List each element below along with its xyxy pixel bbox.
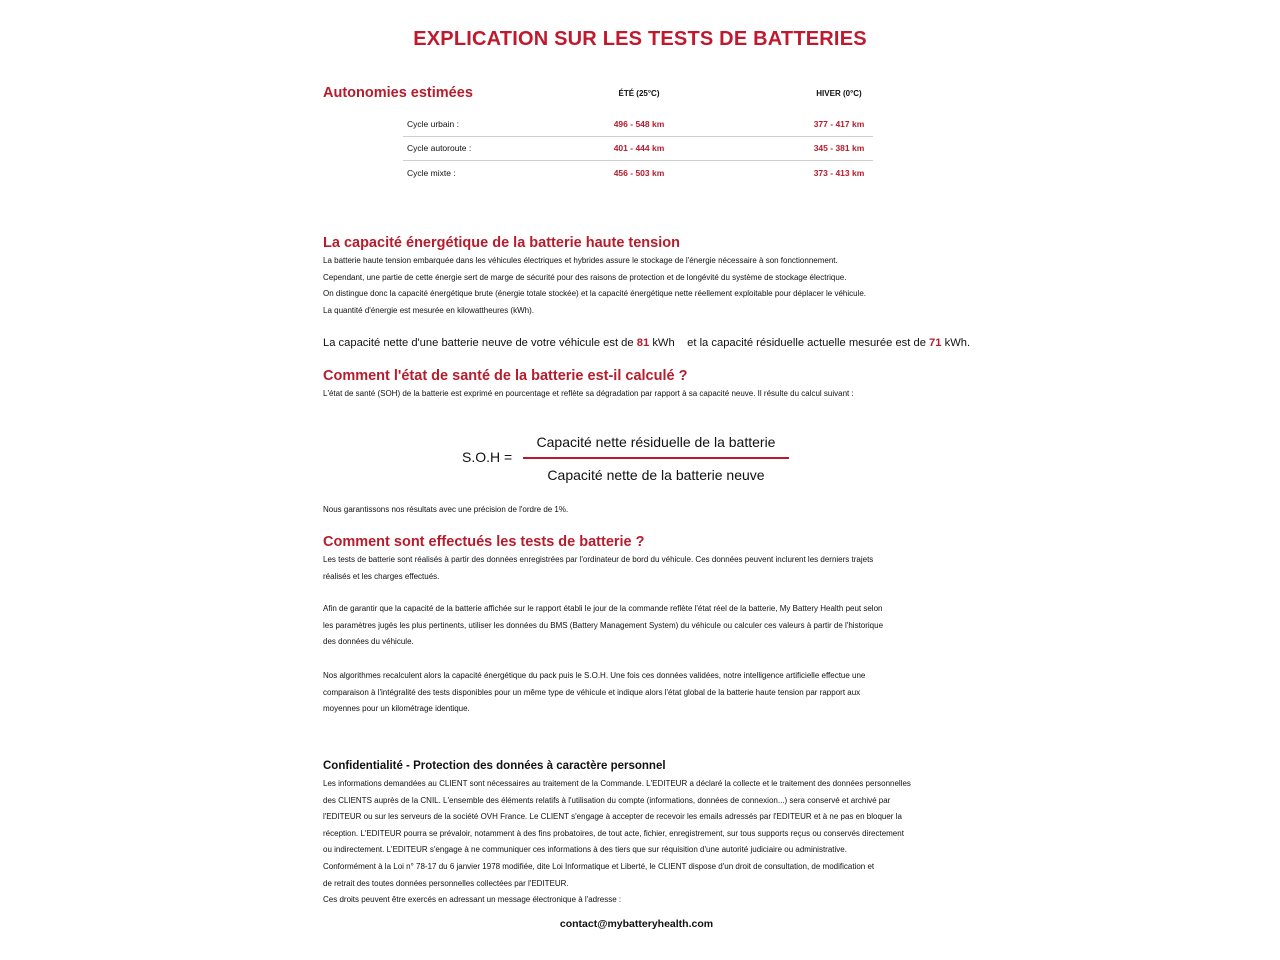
row-label: Cycle urbain : [407,119,459,129]
text-line: Les informations demandées au CLIENT sont nécessaires au traitement de la Commande. L'EDITEUR a déclaré la collecte et le traitement des données personnelles [323,779,911,788]
autonomy-row-urban [403,112,873,137]
autonomy-heading: Autonomies estimées [323,85,473,101]
capacity-heading: La capacité énergétique de la batterie haute tension [323,235,680,251]
unit-kwh: kWh. [944,337,971,349]
text-line: Ces droits peuvent être exercés en adressant un message électronique à l'adresse : [323,895,622,905]
soh-intro: L'état de santé (SOH) de la batterie est exprimé en pourcentage et reflète sa dégradation par rapport à sa capacité neuve. Il résulte du calcul suivant : [323,389,854,398]
winter-range: 345 - 381 km [813,143,865,153]
winter-range: 377 - 417 km [813,119,865,129]
sentence-part-2: et la capacité résiduelle actuelle mesurée est de [687,337,926,349]
text-line: ou indirectement. L'EDITEUR s'engage à ne communiquer ces informations à des tiers que sur réquisition d'une autorité judiciaire ou administrative. [323,845,847,855]
summer-range: 401 - 444 km [613,143,665,153]
tests-paragraph-3 [323,668,1223,718]
text-line: Cependant, une partie de cette énergie sert de marge de sécurité pour des raisons de protection et de longévité du système de stockage électrique. [323,272,847,282]
text-line: Les tests de batterie sont réalisés à partir des données enregistrées par l'ordinateur de bord du véhicule. Ces données peuvent inclurent les derniers trajets [323,555,874,564]
text-line: La quantité d'énergie est mesurée en kilowattheures (kWh). [323,305,534,315]
tests-paragraph-2 [323,601,1223,651]
column-summer: ÉTÉ (25°C) [618,89,660,98]
text-line: comparaison à l'intégralité des tests disponibles pour un même type de véhicule et indique alors l'état global de la batterie haute tension par rapport aux [323,687,861,697]
tests-heading: Comment sont effectués les tests de batterie ? [323,534,645,550]
residual-capacity-value: 71 [929,337,942,349]
text-line: des CLIENTS auprès de la CNIL. L'ensemble des éléments relatifs à l'utilisation du compte (informations, données de connexion...) sera conservé et archivé par [323,795,891,805]
formula-denominator: Capacité nette de la batterie neuve [547,467,765,483]
winter-range: 373 - 413 km [813,168,865,178]
text-line: des données du véhicule. [323,637,414,647]
text-line: Nos algorithmes recalculent alors la capacité énergétique du pack puis le S.O.H. Une fois ces données validées, notre intelligence artificielle effectue une [323,671,866,680]
text-line: les paramètres jugés les plus pertinents, utiliser les données du BMS (Battery Management System) du véhicule ou calculer ces valeurs à partir de l'historique [323,620,884,630]
summer-range: 456 - 503 km [613,168,665,178]
text-line: de retrait des toutes données personnelles collectées par l'EDITEUR. [323,878,569,888]
summer-range: 496 - 548 km [613,119,665,129]
text-line: On distingue donc la capacité énergétique brute (énergie totale stockée) et la capacité énergétique nette réellement exploitable pour déplacer le véhicule. [323,289,867,299]
text-line: l'EDITEUR ou sur les serveurs de la société OVH France. Le CLIENT s'engage à accepter de recevoir les emails adressés par l'EDITEUR et à ne pas en bloquer la [323,812,902,822]
sentence-part-1: La capacité nette d'une batterie neuve de votre véhicule est de [323,337,634,349]
row-label: Cycle autoroute : [407,143,472,153]
unit-kwh: kWh [652,337,675,349]
text-line: La batterie haute tension embarquée dans les véhicules électriques et hybrides assure le stockage de l'énergie nécessaire à son fonctionnement. [323,256,838,265]
privacy-heading: Confidentialité - Protection des données à caractère personnel [323,760,666,772]
privacy-text [323,776,1263,909]
formula-left: S.O.H = [462,449,513,465]
autonomy-row-highway [403,136,873,161]
text-line: Conformément à la Loi n° 78-17 du 6 janvier 1978 modifiée, dite Loi Informatique et Liberté, le CLIENT dispose d'un droit de consultation, de modification et [323,861,875,871]
fraction-line [523,457,789,459]
formula-numerator: Capacité nette résiduelle de la batterie [536,434,776,450]
page-title: EXPLICATION SUR LES TESTS DE BATTERIES [413,28,867,50]
new-capacity-value: 81 [636,337,650,349]
autonomy-row-mixed [403,161,873,185]
text-line: réception. L'EDITEUR pourra se prévaloir, notamment à des fins probatoires, de tout acte, fichier, enregistrement, sur tous supports reçus ou conservés directement [323,828,904,838]
column-winter: HIVER (0°C) [816,89,862,98]
precision-note: Nous garantissons nos résultats avec une précision de l'ordre de 1%. [323,505,569,514]
soh-heading: Comment l'état de santé de la batterie est-il calculé ? [323,368,688,384]
tests-paragraph-1 [323,552,1223,585]
text-line: réalisés et les charges effectués. [323,571,440,581]
text-line: moyennes pour un kilométrage identique. [323,704,470,714]
capacity-sentence [323,337,970,349]
row-label: Cycle mixte : [407,168,456,178]
contact-email-link[interactable]: contact@mybatteryhealth.com [559,918,714,930]
capacity-text [323,253,1223,319]
text-line: Afin de garantir que la capacité de la batterie affichée sur le rapport établi le jour de la commande reflète l'état réel de la batterie, My Battery Health peut selon [323,604,883,613]
